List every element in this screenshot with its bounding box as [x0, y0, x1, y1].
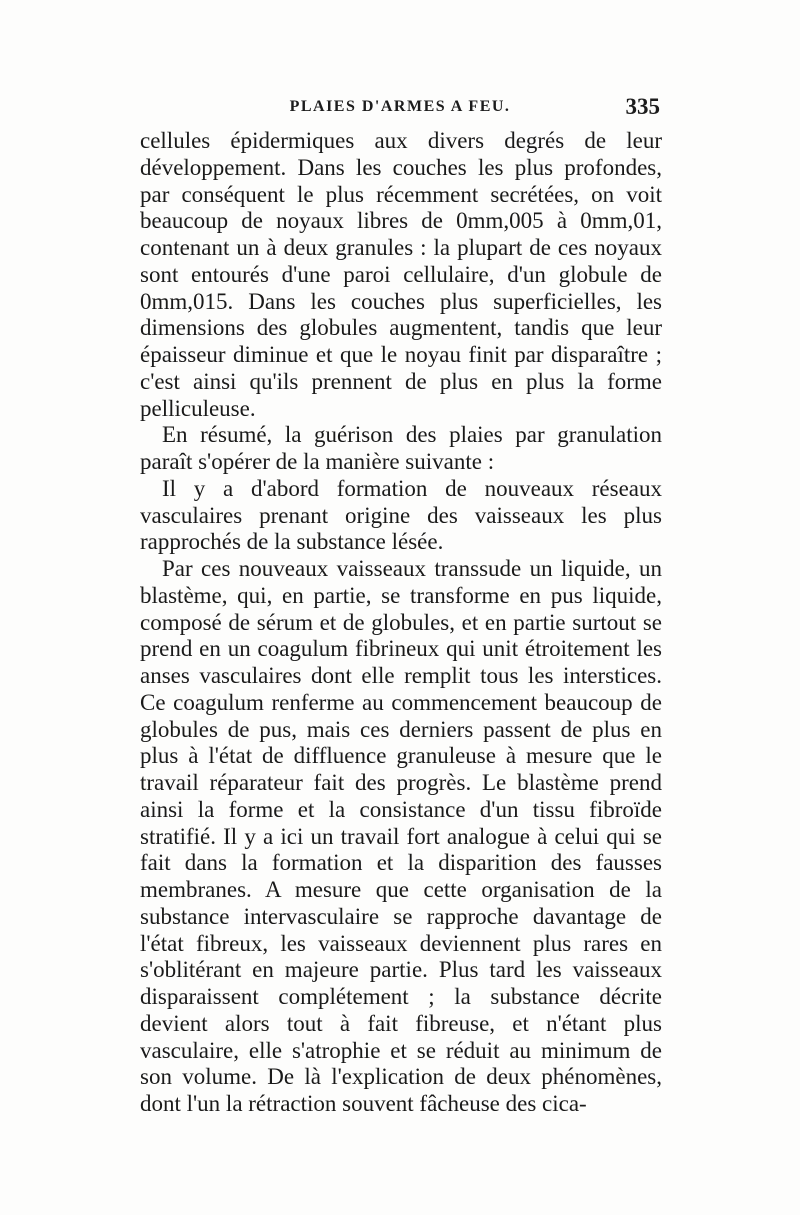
page-number: 335: [625, 94, 660, 119]
paragraph-vascular-networks: Il y a d'abord formation de nouveaux réseaux vasculaires prenant origine des vaisseaux les plus rapprochés de la substance lésée.: [140, 475, 662, 555]
running-head: [140, 94, 660, 126]
paragraph-summary: En résumé, la guérison des plaies par granulation paraît s'opérer de la manière suivante :: [140, 422, 662, 474]
body-text: [140, 128, 662, 1118]
paragraph-blastema: Par ces nouveaux vaisseaux transsude un liquide, un blastème, qui, en partie, se transforme en pus liquide, composé de sérum et de globules, et en partie surtout se prend en un coagulum fibrineux qui unit étroitement les anses vasculaires dont elle remplit tous les interstices. Ce coagulum renferme au commencement beaucoup de globules de pus, mais ces derniers passent de plus en plus à l'état de diffluence granuleuse à mesure que le travail réparateur fait des progrès. Le blastème prend ainsi la forme et la consistance d'un tissu fibroïde stratifié. Il y a ici un travail fort analogue à celui qui se fait dans la formation et la disparition des fausses membranes. A mesure que cette organisation de la substance intervasculaire se rapproche davantage de l'état fibreux, les vaisseaux deviennent plus rares en s'oblitérant en majeure partie. Plus tard les vaisseaux disparaissent complétement ; la substance décrite devient alors tout à fait fibreuse, et n'étant plus vasculaire, elle s'atrophie et se réduit au minimum de son volume. De là l'explication de deux phénomènes, dont l'un la rétraction souvent fâcheuse des cica-: [140, 556, 662, 1116]
running-title: PLAIES D'ARMES A FEU.: [289, 98, 511, 115]
paragraph-continued: cellules épidermiques aux divers degrés de leur développement. Dans les couches les plus profondes, par conséquent le plus récemment secrétées, on voit beaucoup de noyaux libres de 0mm,005 à 0mm,01, contenant un à deux granules : la plupart de ces noyaux sont entourés d'une paroi cellulaire, d'un globule de 0mm,015. Dans les couches plus superficielles, les dimensions des globules augmentent, tandis que leur épaisseur diminue et que le noyau finit par disparaître ; c'est ainsi qu'ils prennent de plus en plus la forme pelliculeuse.: [140, 128, 662, 421]
